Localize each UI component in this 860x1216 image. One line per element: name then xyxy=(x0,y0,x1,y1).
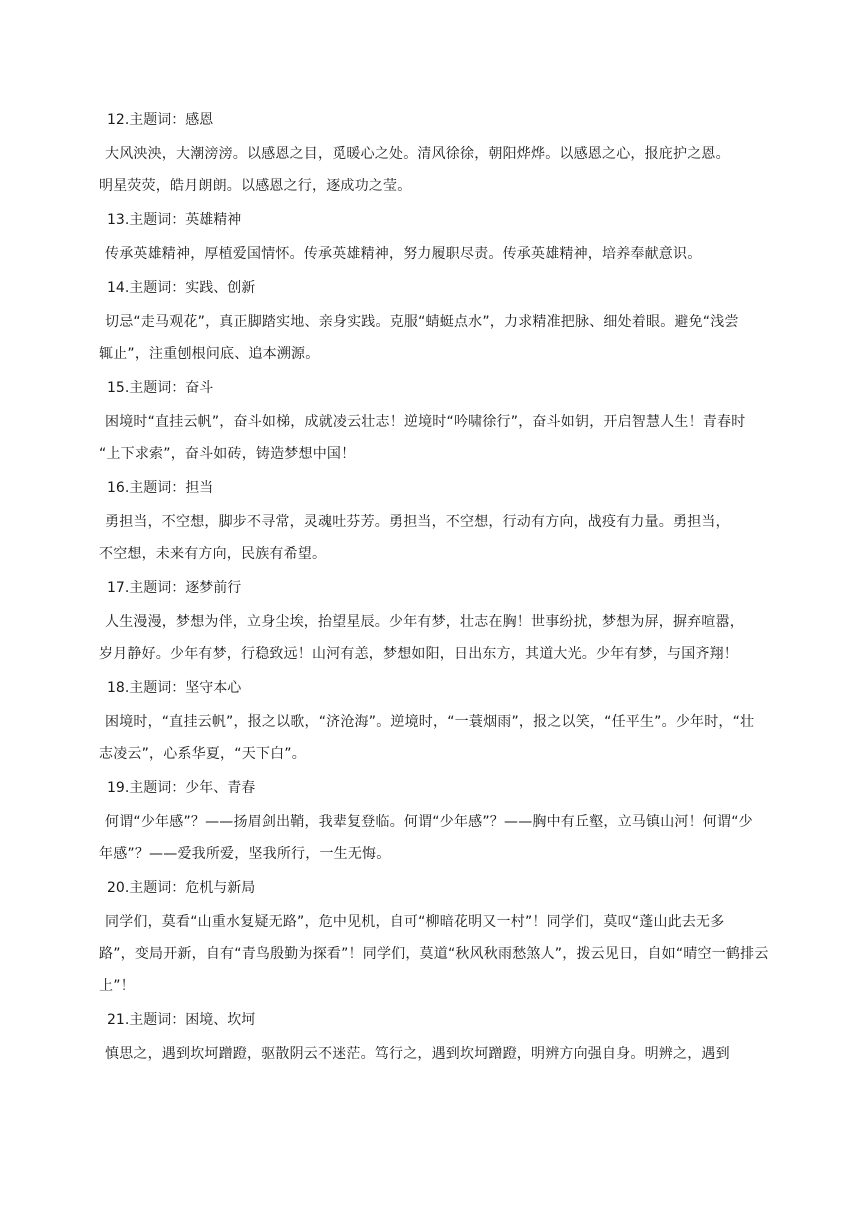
section-heading: 20.主题词：危机与新局 xyxy=(107,880,256,896)
theme-section xyxy=(99,574,797,670)
theme-section xyxy=(107,206,797,270)
paragraph-line: 传承英雄精神，厚植爱国情怀。传承英雄精神，努力履职尽责。传承英雄精神，培养奉献意识。 xyxy=(105,246,702,262)
paragraph-line: 困境时，“直挂云帆”，报之以歌，“济沧海”。逆境时，“一蓑烟雨”，报之以笑，“任平生”。少年时，“壮 xyxy=(105,714,755,730)
section-paragraph xyxy=(99,806,797,870)
section-paragraph xyxy=(99,606,797,670)
paragraph-line: 人生漫漫，梦想为伴，立身尘埃，抬望星辰。少年有梦，壮志在胸！世事纷扰，梦想为屏，摒弃喧嚣， xyxy=(105,614,744,630)
paragraph-line: 勇担当，不空想，脚步不寻常，灵魂吐芬芳。勇担当，不空想，行动有方向，战疫有力量。勇担当， xyxy=(105,514,730,530)
document-body xyxy=(99,106,797,1074)
paragraph-line: 辄止”，注重刨根问底、追本溯源。 xyxy=(99,346,320,362)
section-heading: 15.主题词：奋斗 xyxy=(107,380,214,396)
paragraph-line: 何谓“少年感”？——扬眉剑出鞘，我辈复登临。何谓“少年感”？——胸中有丘壑，立马镇山河！何谓“少 xyxy=(105,814,753,830)
section-paragraph xyxy=(105,1038,797,1070)
section-heading: 17.主题词：逐梦前行 xyxy=(107,580,242,596)
section-heading: 18.主题词：坚守本心 xyxy=(107,680,242,696)
section-heading: 19.主题词：少年、青春 xyxy=(107,780,256,796)
paragraph-line: 明星荧荧，皓月朗朗。以感恩之行，逐成功之莹。 xyxy=(99,178,412,194)
section-heading: 16.主题词：担当 xyxy=(107,480,214,496)
paragraph-line: 年感”？——爱我所爱，坚我所行，一生无悔。 xyxy=(99,846,391,862)
theme-section xyxy=(99,374,797,470)
paragraph-line: 路”，变局开新，自有“青鸟殷勤为探看”！同学们，莫道“秋风秋雨愁煞人”，拨云见日，自如“晴空一鹤排云 xyxy=(99,946,769,962)
theme-section xyxy=(107,1006,797,1070)
paragraph-line: 上”！ xyxy=(99,978,135,994)
section-heading: 12.主题词：感恩 xyxy=(107,112,214,128)
section-paragraph xyxy=(99,138,797,202)
paragraph-line: 不空想，未来有方向，民族有希望。 xyxy=(99,546,327,562)
paragraph-line: 岁月静好。少年有梦，行稳致远！山河有恙，梦想如阳，日出东方，其道大光。少年有梦，与国齐翔！ xyxy=(99,646,738,662)
paragraph-line: “上下求索”，奋斗如砖，铸造梦想中国！ xyxy=(99,446,356,462)
section-heading: 14.主题词：实践、创新 xyxy=(107,280,256,296)
paragraph-line: 同学们，莫看“山重水复疑无路”，危中见机，自可“柳暗花明又一村”！同学们，莫叹“蓬山此去无多 xyxy=(105,914,725,930)
paragraph-line: 慎思之，遇到坎坷蹭蹬，驱散阴云不迷茫。笃行之，遇到坎坷蹭蹬，明辨方向强自身。明辨之，遇到 xyxy=(105,1046,730,1062)
section-heading: 13.主题词：英雄精神 xyxy=(107,212,242,228)
theme-section xyxy=(99,774,797,870)
section-paragraph xyxy=(99,306,797,370)
section-paragraph xyxy=(99,906,797,1002)
theme-section xyxy=(99,474,797,570)
section-paragraph xyxy=(99,706,797,770)
paragraph-line: 困境时“直挂云帆”，奋斗如梯，成就凌云壮志！逆境时“吟啸徐行”，奋斗如钥，开启智慧人生！青春时 xyxy=(105,414,746,430)
section-paragraph xyxy=(105,238,797,270)
theme-section xyxy=(99,106,797,202)
theme-section xyxy=(99,874,797,1002)
section-paragraph xyxy=(99,406,797,470)
paragraph-line: 志凌云”，心系华夏，“天下白”。 xyxy=(99,746,306,762)
paragraph-line: 切忌“走马观花”，真正脚踏实地、亲身实践。克服“蜻蜓点水”，力求精准把脉、细处着眼。避免“浅尝 xyxy=(105,314,739,330)
section-paragraph xyxy=(99,506,797,570)
paragraph-line: 大风泱泱，大潮滂滂。以感恩之目，觅暖心之处。清风徐徐，朝阳烨烨。以感恩之心，报庇护之恩。 xyxy=(105,146,730,162)
theme-section xyxy=(99,274,797,370)
section-heading: 21.主题词：困境、坎坷 xyxy=(107,1012,256,1028)
theme-section xyxy=(99,674,797,770)
